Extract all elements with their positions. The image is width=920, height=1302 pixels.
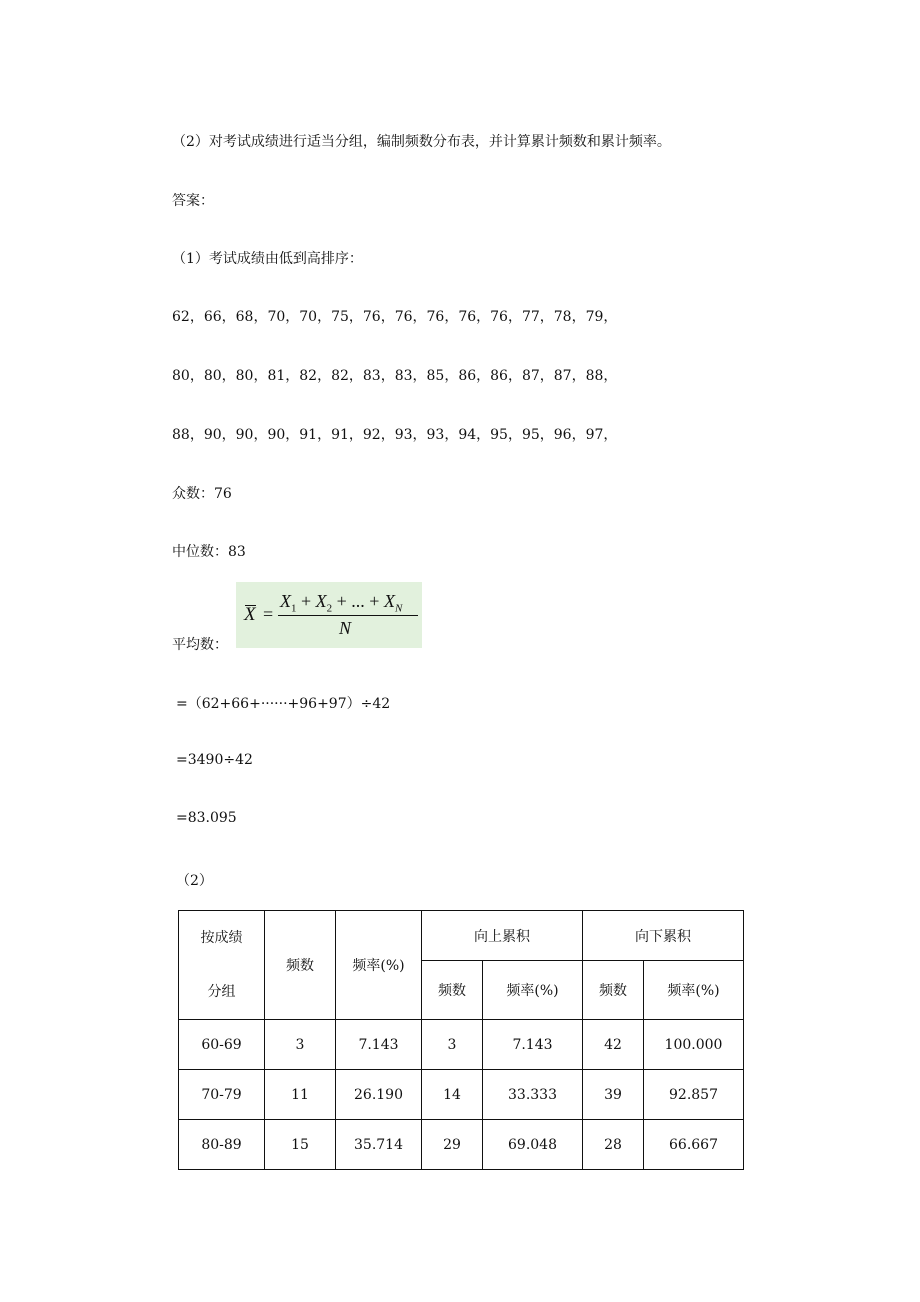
rate-header: 频率(%): [336, 911, 422, 1020]
formula-fraction-bar: [278, 615, 418, 616]
calc-line-3: =83.095: [176, 810, 237, 826]
down-rate-header: 频率(%): [644, 961, 744, 1020]
down-freq-header: 频数: [583, 961, 644, 1020]
formula-equals: =: [263, 604, 274, 624]
mean-formula-image: [236, 582, 422, 648]
formula-numerator: $X_1 + X_2$ + ... + $X_N$: [280, 591, 403, 615]
table-row: [179, 1020, 744, 1070]
answer-label: 答案：: [172, 193, 214, 209]
formula-denominator: N: [339, 618, 352, 638]
group-cell: 60-69: [179, 1020, 265, 1070]
cumulative-down-header: 向下累积: [583, 911, 744, 961]
frequency-distribution-table: [178, 910, 744, 1170]
rate-cell: 26.190: [336, 1070, 422, 1120]
sorted-scores-line-3: 88，90，90，90，91，91，92，93，93，94，95，95，96，97，: [172, 427, 618, 443]
down-rate-cell: 100.000: [644, 1020, 744, 1070]
rate-cell: 7.143: [336, 1020, 422, 1070]
up-rate-cell: 33.333: [483, 1070, 583, 1120]
down-rate-cell: 66.667: [644, 1120, 744, 1170]
sorted-scores-line-1: 62，66，68，70，70，75，76，76，76，76，76，77，78，79，: [172, 309, 618, 325]
freq-cell: 11: [265, 1070, 336, 1120]
mode-line: 众数：76: [172, 486, 232, 502]
rate-cell: 35.714: [336, 1120, 422, 1170]
group-header: 按成绩 分组: [179, 911, 265, 1020]
freq-cell: 3: [265, 1020, 336, 1070]
formula-x-bar: X: [244, 604, 256, 625]
question-2-text: （2）对考试成绩进行适当分组，编制频数分布表，并计算累计频数和累计频率。: [172, 134, 671, 150]
part-2-label: （2）: [176, 873, 213, 889]
calc-line-1: =（62+66+······+96+97）÷42: [176, 696, 391, 712]
down-freq-cell: 39: [583, 1070, 644, 1120]
calc-line-2: =3490÷42: [176, 752, 253, 768]
table-row: [179, 1120, 744, 1170]
down-freq-cell: 42: [583, 1020, 644, 1070]
freq-cell: 15: [265, 1120, 336, 1170]
group-cell: 70-79: [179, 1070, 265, 1120]
up-rate-cell: 69.048: [483, 1120, 583, 1170]
sort-intro-text: （1）考试成绩由低到高排序：: [172, 251, 363, 267]
table-row: [179, 1070, 744, 1120]
up-freq-cell: 29: [422, 1120, 483, 1170]
mean-label: 平均数：: [172, 637, 228, 653]
down-freq-cell: 28: [583, 1120, 644, 1170]
up-freq-cell: 14: [422, 1070, 483, 1120]
median-line: 中位数：83: [172, 544, 246, 560]
up-rate-cell: 7.143: [483, 1020, 583, 1070]
group-cell: 80-89: [179, 1120, 265, 1170]
freq-header: 频数: [265, 911, 336, 1020]
up-rate-header: 频率(%): [483, 961, 583, 1020]
down-rate-cell: 92.857: [644, 1070, 744, 1120]
sorted-scores-line-2: 80，80，80，81，82，82，83，83，85，86，86，87，87，88，: [172, 368, 618, 384]
cumulative-up-header: 向上累积: [422, 911, 583, 961]
up-freq-header: 频数: [422, 961, 483, 1020]
up-freq-cell: 3: [422, 1020, 483, 1070]
